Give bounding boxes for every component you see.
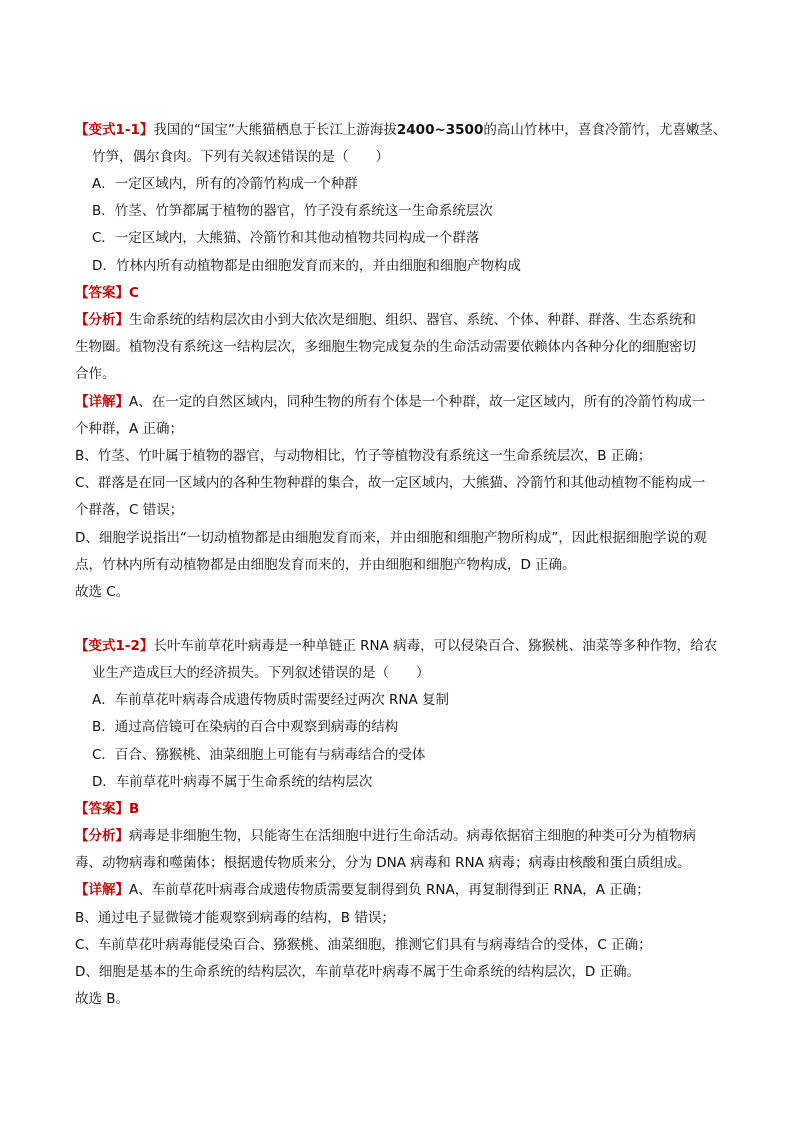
q1-detail-line-2: 个种群，A 正确； [75,421,184,437]
q2-detail-line-1: 【详解】A、车前草花叶病毒合成遗传物质需要复制得到负 RNA，再复制得到正 RNA，A 正确； [75,882,650,898]
q2-answer [75,799,139,819]
q1-option-d: D．竹林内所有动植物都是由细胞发育而来的，并由细胞和细胞产物构成 [92,258,521,274]
q1-answer-tag: 【答案】 [75,285,129,301]
q1-tag: 【变式1-1】 [75,122,154,138]
q1-option-a: A．一定区域内，所有的冷箭竹构成一个种群 [92,176,358,192]
q2-option-a: A．车前草花叶病毒合成遗传物质时需要经过两次 RNA 复制 [92,692,450,708]
q1-analysis-tag: 【分析】 [75,312,129,328]
q2-option-d: D．车前草花叶病毒不属于生命系统的结构层次 [92,774,373,790]
q2-option-c: C．百合、猕猴桃、油菜细胞上可能有与病毒结合的受体 [92,747,426,763]
q1-stem-b: 2400~3500 [396,122,484,138]
q1-detail-line-4: C、群落是在同一区域内的各种生物种群的集合，故一定区域内，大熊猫、冷箭竹和其他动植物不能构成一 [75,475,706,491]
q1-detail-line-6: D、细胞学说指出“一切动植物都是由细胞发育而来，并由细胞和细胞产物所构成”，因此根据细胞学说的观 [75,530,707,546]
q1-stem-line-1 [75,120,726,140]
q2-stem-line-2: 业生产造成巨大的经济损失。下列叙述错误的是（ ） [92,665,430,681]
q2-option-b: B．通过高倍镜可在染病的百合中观察到病毒的结构 [92,719,399,735]
q2-analysis-line-1: 【分析】病毒是非细胞生物，只能寄生在活细胞中进行生命活动。病毒依据宿主细胞的种类可分为植物病 [75,828,696,844]
q2-tag: 【变式1-2】 [75,638,154,654]
q2-detail-line-5: 故选 B。 [75,991,130,1007]
q2-detail-line-2: B、通过电子显微镜才能观察到病毒的结构，B 错误； [75,910,395,926]
q1-detail-line-5: 个群落，C 错误； [75,502,184,518]
q2-analysis-line-2: 毒、动物病毒和噬菌体；根据遗传物质来分，分为 DNA 病毒和 RNA 病毒；病毒由核酸和蛋白质组成。 [75,855,691,871]
q1-detail-tag: 【详解】 [75,394,129,410]
q1-stem-line-2: 竹笋，偶尔食肉。下列有关叙述错误的是（ ） [92,149,389,165]
q1-answer [75,283,139,303]
q2-stem-line-1 [75,636,717,656]
q1-option-c: C．一定区域内，大熊猫、冷箭竹和其他动植物共同构成一个群落 [92,230,480,246]
q2-answer-value: B [129,801,140,817]
q1-detail-line-1: 【详解】A、在一定的自然区域内，同种生物的所有个体是一个种群，故一定区域内，所有的冷箭竹构成一 [75,394,706,410]
q1-analysis-line-1: 【分析】生命系统的结构层次由小到大依次是细胞、组织、器官、系统、个体、种群、群落、生态系统和 [75,312,696,328]
q2-detail-line-4: D、细胞是基本的生命系统的结构层次，车前草花叶病毒不属于生命系统的结构层次，D 正确。 [75,964,641,980]
q2-detail-line-3: C、车前草花叶病毒能侵染百合、猕猴桃、油菜细胞，推测它们具有与病毒结合的受体，C 正确； [75,937,652,953]
q1-detail-line-7: 点，竹林内所有动植物都是由细胞发育而来的，并由细胞和细胞产物构成，D 正确。 [75,557,576,573]
q1-stem-a: 我国的“国宝”大熊猫栖息于长江上游海拔 [153,122,397,138]
q1-analysis-line-2: 生物圈。植物没有系统这一结构层次，多细胞生物完成复杂的生命活动需要依赖体内各种分化的细胞密切 [75,339,696,355]
q1-analysis-line-3: 合作。 [75,366,116,382]
q2-answer-tag: 【答案】 [75,801,129,817]
q1-option-b: B．竹茎、竹笋都属于植物的器官，竹子没有系统这一生命系统层次 [92,203,493,219]
q1-answer-value: C [129,285,139,301]
q1-stem-c: 的高山竹林中，喜食冷箭竹，尤喜嫩茎、 [483,122,727,138]
q1-detail-line-3: B、竹茎、竹叶属于植物的器官，与动物相比，竹子等植物没有系统这一生命系统层次，B 正确； [75,448,652,464]
q2-detail-tag: 【详解】 [75,882,129,898]
q2-stem-a: 长叶车前草花叶病毒是一种单链正 RNA 病毒，可以侵染百合、猕猴桃、油菜等多种作物，给农 [153,638,718,654]
q2-analysis-tag: 【分析】 [75,828,129,844]
q1-detail-line-8: 故选 C。 [75,584,130,600]
